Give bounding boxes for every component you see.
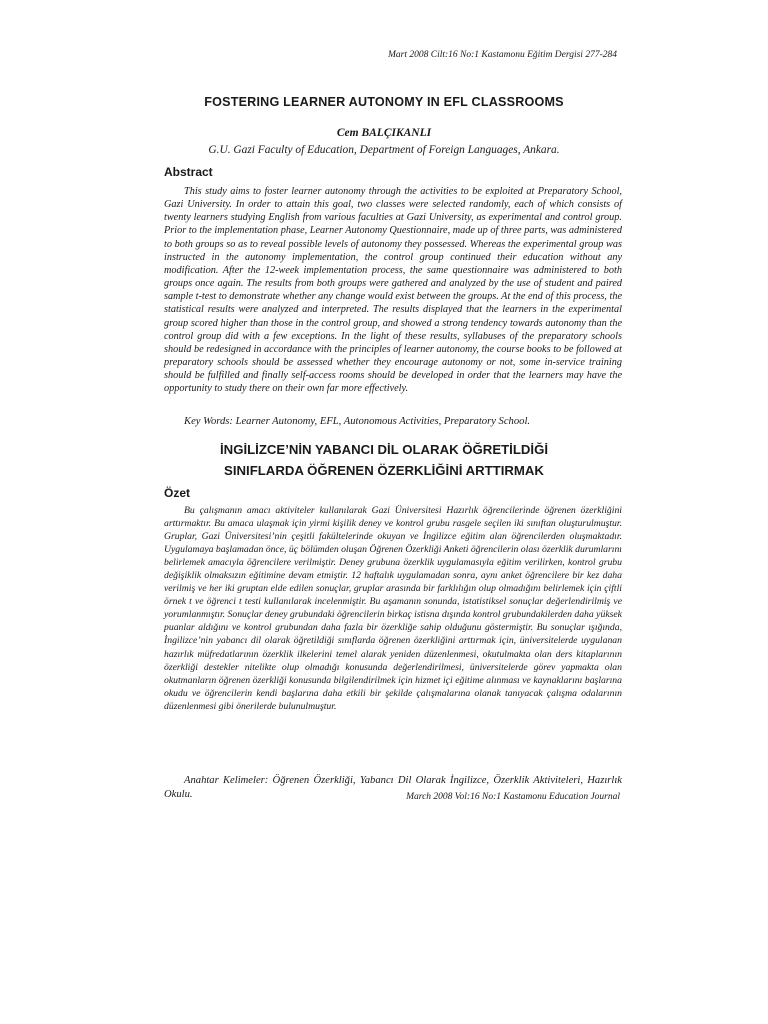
english-keywords: Key Words: Learner Autonomy, EFL, Autonomous Activities, Preparatory School. [184,416,531,427]
turkish-keywords: Anahtar Kelimeler: Öğrenen Özerkliği, Yabancı Dil Olarak İngilizce, Özerklik Aktiviteleri, Hazırlık Okulu. [164,775,622,800]
abstract-body: This study aims to foster learner autonomy through the activities to be exploited at Preparatory School, Gazi University. In order to attain this goal, two classes were selected randomly, each of which consists of twenty learners studying English from various faculties at Gazi University, as experimental and control group. Prior to the implementation phase, Learner Autonomy Questionnaire, made up of three parts, was administered to both groups so as to reveal possible levels of autonomy they possessed. Whereas the experimental group was instructed in the autonomy implementation, the control group continued their education without any modification. After the 12-week implementation process, the same questionnaire was administered to both groups once again. The results from both groups were gathered and analyzed by the use of student and paired sample t-test to demonstrate whether any change would exist between the groups. At the end of this process, the statistical results were analyzed and interpreted. The results displayed that the learners in the experimental group scored higher than those in the control group, and showed a strong tendency towards autonomy than the control group did with a few exceptions. In the light of these results, syllabuses of the preparatory schools should be redesigned in accordance with the principles of learner autonomy, the course books to be followed at preparatory schools should be assessed whether they encourage autonomy or not, some in-service training should be fulfilled and finally self-access rooms should be developed in order that the learners may have the opportunity to study there on their own far more effectively. [164,186,622,395]
turkish-title-line-1: İNGİLİZCE’NİN YABANCI DİL OLARAK ÖĞRETİLDİĞİ [220,442,548,457]
author-affiliation: G.U. Gazi Faculty of Education, Department of Foreign Languages, Ankara. [208,144,560,156]
article-title: FOSTERING LEARNER AUTONOMY IN EFL CLASSROOMS [204,95,564,109]
journal-footer-citation: March 2008 Vol:16 No:1 Kastamonu Education Journal [406,792,620,802]
ozet-body: Bu çalışmanın amacı aktiviteler kullanılarak Gazi Üniversitesi Hazırlık öğrencilerinde öğrenen özerkliğini arttırmaktır. Bu amaca ulaşmak için yirmi kişilik deney ve kontrol grubu rasgele seçilen iki sınıftan oluşturulmuştur. Gruplar, Gazi Üniversitesi’nin çeşitli fakültelerinde okuyan ve İngilizce eğitim alan öğrencilerden oluşmaktadır. Uygulamaya başlamadan önce, üç bölümden oluşan Öğrenen Özerkliği Anketi öğrencilerin olası özerklik durumlarını belirlemek amacıyla öğrencilere verilmiştir. Deney grubuna özerklik uygulamasıyla eğitim verilirken, kontrol grubu değişiklik olmaksızın eğitimine devam etmiştir. 12 haftalık uygulamadan sonra, aynı anket öğrencilere bir kez daha verilmiş ve her iki gruptan elde edilen sonuçlar, gruplar arasında bir farklılığın olup olmadığını belirlemek için çiftli örnek t ve öğrenci t testi kullanılarak incelenmiştir. Bu aşamanın sonunda, istatistiksel sonuçlar değerlendirilmiş ve yorumlanmıştır. Sonuçlar deney grubundaki öğrencilerin birkaç istisna dışında kontrol grubundakilerden daha yüksek puanlar aldığını ve kontrol grubundan daha fazla bir özerkliğe sahip olduğunu göstermiştir. Bu sonuçlar ışığında, İngilizce’nin yabancı dil olarak öğretildiği sınıflarda öğrenen özerkliğini arttırmak için, üniversitelerde uygulanan hazırlık müfredatlarının özerklik ilkelerini temel alarak yeniden düzenlenmesi, okutulmakta olan ders kitaplarının özerkliği destekler nitelikte olup olmadığı konusunda değerlendirilmesi, üniversitelerde görev yapmakta olan okutmanların öğrenen özerkliği konusunda bilgilendirilmek için hizmet içi eğitime alınması ve kaynaklarını başlarına okudu ve öğrencilerin kendi başlarına daha etkili bir şekilde çalışmalarına olanak tanıyacak çalışma odalarının düzenlenmesi gibi önerilerde bulunulmuştur. [164,505,622,712]
turkish-title-line-2: SINIFLARDA ÖĞRENEN ÖZERKLİĞİNİ ARTTIRMAK [224,463,544,478]
author-name: Cem BALÇIKANLI [336,127,432,139]
journal-header-citation: Mart 2008 Cilt:16 No:1 Kastamonu Eğitim Dergisi 277-284 [388,50,617,60]
abstract-heading: Abstract [164,165,213,179]
ozet-heading: Özet [164,486,191,500]
